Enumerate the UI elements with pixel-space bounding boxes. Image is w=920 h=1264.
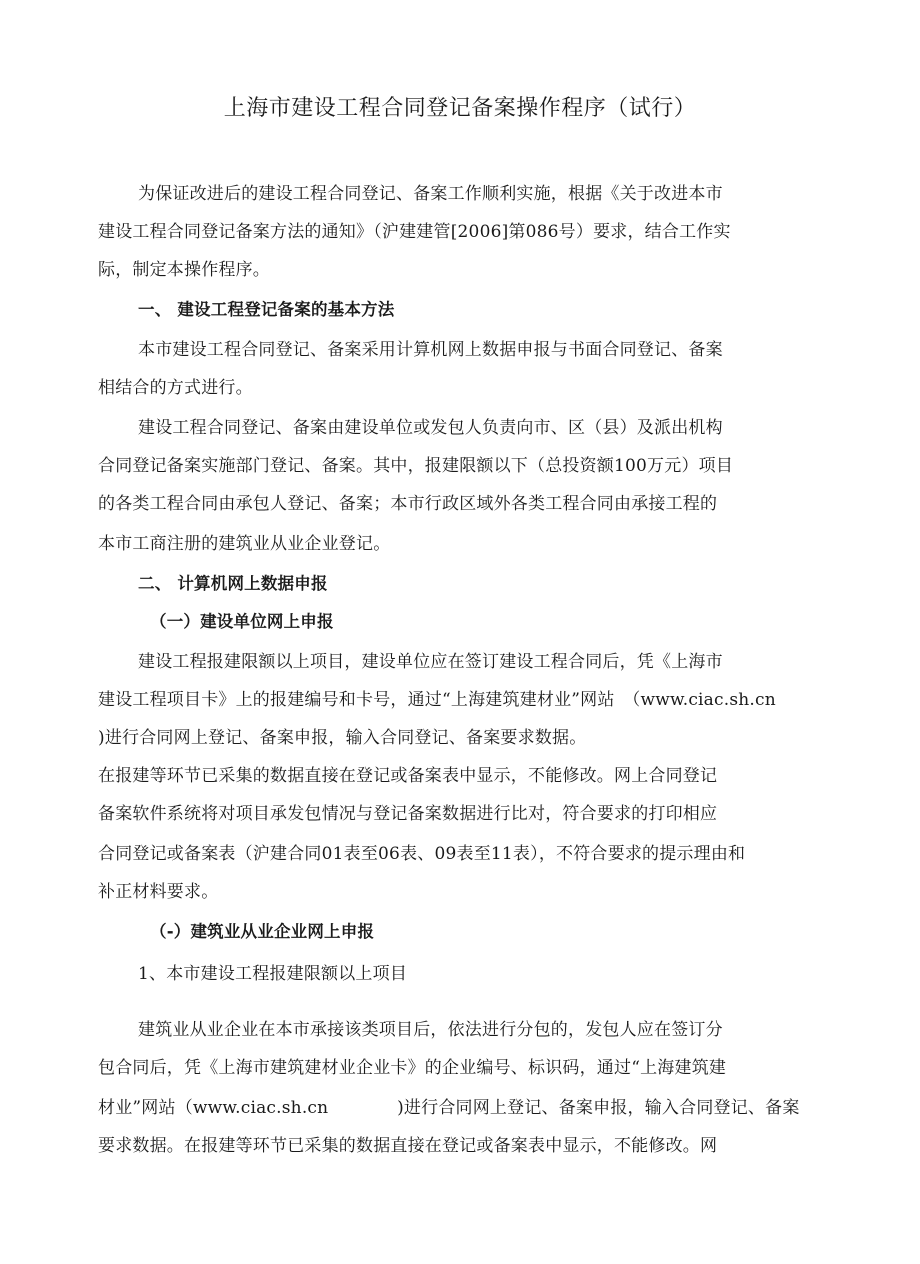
paragraph-line: 建设工程项目卡》上的报建编号和卡号，通过“上海建筑建材业”网站 （www.ciac.sh.cn xyxy=(98,690,776,710)
paragraph-line: 材业”网站（www.ciac.sh.cn )进行合同网上登记、备案申报，输入合同登记、备案 xyxy=(98,1098,800,1118)
paragraph-line: 备案软件系统将对项目承发包情况与登记备案数据进行比对，符合要求的打印相应 xyxy=(98,804,718,824)
paragraph-line: 在报建等环节已采集的数据直接在登记或备案表中显示，不能修改。网上合同登记 xyxy=(98,766,718,786)
paragraph-line: 要求数据。在报建等环节已采集的数据直接在登记或备案表中显示，不能修改。网 xyxy=(98,1136,718,1156)
section-heading: 二、 计算机网上数据申报 xyxy=(138,574,328,593)
paragraph-line: 本市建设工程合同登记、备案采用计算机网上数据申报与书面合同登记、备案 xyxy=(138,340,723,360)
document-title: 上海市建设工程合同登记备案操作程序（试行） xyxy=(223,96,697,121)
paragraph-line: 合同登记备案实施部门登记、备案。其中，报建限额以下（总投资额100万元）项目 xyxy=(98,456,734,476)
paragraph-line: 为保证改进后的建设工程合同登记、备案工作顺利实施，根据《关于改进本市 xyxy=(138,184,723,204)
paragraph-line: 本市工商注册的建筑业从业企业登记。 xyxy=(98,534,391,554)
paragraph-line: 相结合的方式进行。 xyxy=(98,378,253,398)
paragraph-line: 建设工程合同登记备案方法的通知》（沪建建管[2006]第086号）要求，结合工作实 xyxy=(98,222,731,242)
subsection-heading: （-）建筑业从业企业网上申报 xyxy=(150,922,375,941)
paragraph-line: 际，制定本操作程序。 xyxy=(98,260,270,280)
list-item-heading: 1、本市建设工程报建限额以上项目 xyxy=(138,964,408,984)
paragraph-line: )进行合同网上登记、备案申报，输入合同登记、备案要求数据。 xyxy=(98,728,587,748)
paragraph-line: 合同登记或备案表（沪建合同01表至06表、09表至11表），不符合要求的提示理由和 xyxy=(98,844,746,864)
subsection-heading: （一）建设单位网上申报 xyxy=(150,612,334,631)
paragraph-line: 建设工程报建限额以上项目，建设单位应在签订建设工程合同后，凭《上海市 xyxy=(138,652,723,672)
paragraph-line: 建筑业从业企业在本市承接该类项目后，依法进行分包的，发包人应在签订分 xyxy=(138,1020,723,1040)
paragraph-line: 的各类工程合同由承包人登记、备案；本市行政区域外各类工程合同由承接工程的 xyxy=(98,494,718,514)
paragraph-line: 包合同后，凭《上海市建筑建材业企业卡》的企业编号、标识码，通过“上海建筑建 xyxy=(98,1058,727,1078)
paragraph-line: 建设工程合同登记、备案由建设单位或发包人负责向市、区（县）及派出机构 xyxy=(138,418,723,438)
paragraph-line: 补正材料要求。 xyxy=(98,882,219,902)
section-heading: 一、 建设工程登记备案的基本方法 xyxy=(138,300,395,319)
